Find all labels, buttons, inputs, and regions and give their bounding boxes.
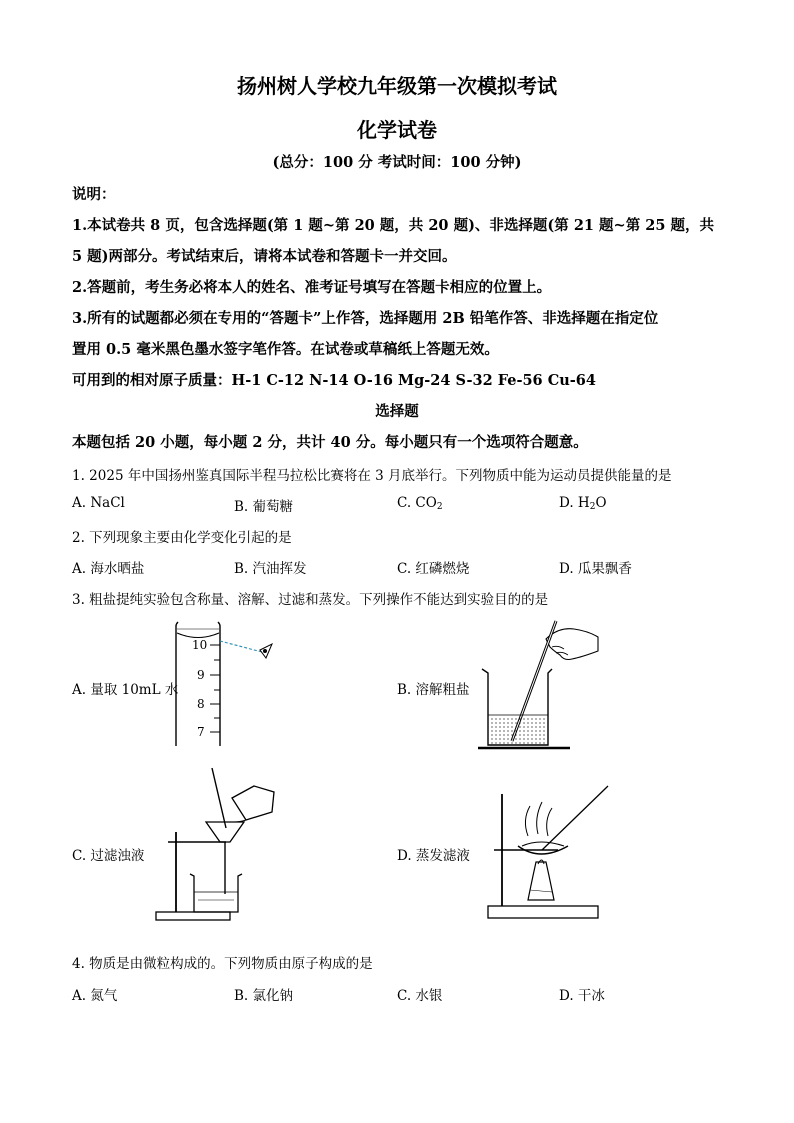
q3-option-c: C. 过滤浊液 [72,848,145,864]
dissolving-beaker-figure [478,617,608,753]
subject-title: 化学试卷 [357,118,437,142]
q3-option-b: B. 溶解粗盐 [397,682,470,698]
q4-option-d: D. 干冰 [559,988,605,1004]
q3-option-d: D. 蒸发滤液 [397,848,470,864]
cylinder-tick-8: 8 [197,697,205,711]
section-description: 本题包括 20 小题，每小题 2 分，共计 40 分。每小题只有一个选项符合题意。 [72,434,588,451]
q4-option-b: B. 氯化钠 [234,988,294,1004]
question-4-stem: 4. 物质是由微粒构成的。下列物质由原子构成的是 [72,956,373,972]
q2-option-a: A. 海水晒盐 [72,561,145,577]
atomic-masses: 可用到的相对原子质量：H-1 C-12 N-14 O-16 Mg-24 S-32 Fe-56 Cu-64 [72,372,596,389]
q2-option-c: C. 红磷燃烧 [397,561,470,577]
q1-option-a: A. NaCl [72,495,125,511]
cylinder-tick-10: 10 [192,638,208,652]
q1-option-d: D. $H_2O$ [559,495,607,512]
instruction-1-line-2: 5 题)两部分。考试结束后，请将本试卷和答题卡一并交回。 [72,248,457,265]
hand-icon [546,629,598,660]
cylinder-tick-7: 7 [197,725,205,739]
q3-option-a: A. 量取 10mL 水 [72,682,179,698]
instruction-3-line-2: 置用 0.5 毫米黑色墨水签字笔作答。在试卷或草稿纸上答题无效。 [72,341,499,358]
instruction-1-line-1: 1.本试卷共 8 页，包含选择题(第 1 题~第 20 题，共 20 题)、非选择题(第 21 题~第 25 题，共 [72,217,714,234]
filtration-figure [150,762,280,924]
exam-title: 扬州树人学校九年级第一次模拟考试 [237,74,557,98]
q2-option-d: D. 瓜果飘香 [559,561,632,577]
score-time: (总分：100 分 考试时间：100 分钟) [272,154,522,171]
section-title: 选择题 [375,403,419,420]
q4-option-c: C. 水银 [397,988,443,1004]
question-1-stem: 1. 2025 年中国扬州鉴真国际半程马拉松比赛将在 3 月底举行。下列物质中能为运动员提供能量的是 [72,468,672,484]
instruction-3-line-1: 3.所有的试题都必须在专用的“答题卡”上作答，选择题用 2B 铅笔作答、非选择题在指定位 [72,310,659,327]
instructions-heading: 说明： [72,186,116,203]
q1-option-b: B. 葡萄糖 [234,499,294,515]
instruction-2: 2.答题前，考生务必将本人的姓名、准考证号填写在答题卡相应的位置上。 [72,279,552,296]
eye-icon [260,644,272,658]
q4-option-a: A. 氮气 [72,988,118,1004]
q1-option-c: C. $CO_2$ [397,495,443,512]
graduated-cylinder-figure [170,620,280,748]
cylinder-tick-9: 9 [197,668,205,682]
question-2-stem: 2. 下列现象主要由化学变化引起的是 [72,530,292,546]
evaporation-figure [478,780,618,924]
q2-option-b: B. 汽油挥发 [234,561,307,577]
question-3-stem: 3. 粗盐提纯实验包含称量、溶解、过滤和蒸发。下列操作不能达到实验目的的是 [72,592,549,608]
